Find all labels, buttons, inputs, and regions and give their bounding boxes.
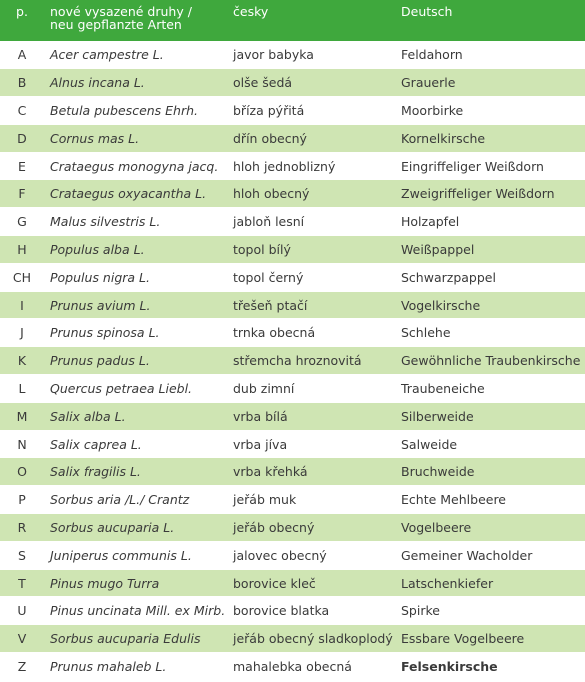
cell-czech: hloh obecný [233, 186, 310, 202]
cell-latin: Prunus mahaleb L. [50, 659, 167, 675]
cell-letter: J [20, 325, 24, 341]
cell-latin: Sorbus aucuparia L. [50, 519, 175, 535]
cell-german: Gewöhnliche Traubenkirsche [401, 353, 581, 369]
cell-czech: střemcha hroznovitá [233, 353, 362, 369]
cell-latin: Pinus mugo Turra [50, 575, 160, 591]
cell-german: Echte Mehlbeere [401, 492, 506, 508]
table-row [0, 291, 585, 319]
cell-letter: L [18, 380, 26, 396]
cell-latin: Salix caprea L. [50, 436, 142, 452]
cell-letter: N [17, 436, 27, 452]
cell-german: Zweigriffeliger Weißdorn [401, 186, 555, 202]
cell-letter: G [17, 214, 27, 230]
cell-german: Vogelbeere [401, 519, 472, 535]
cell-latin: Populus alba L. [50, 241, 145, 257]
table-row [0, 541, 585, 569]
cell-letter: E [18, 158, 26, 174]
cell-letter: A [17, 47, 27, 63]
table-row [0, 653, 585, 681]
table-row [0, 152, 585, 180]
table-row [0, 569, 585, 597]
cell-german: Eingriffeliger Weißdorn [401, 158, 544, 174]
cell-czech: javor babyka [233, 47, 314, 63]
cell-czech: borovice blatka [233, 603, 330, 619]
cell-latin: Salix alba L. [50, 408, 126, 424]
table-row [0, 402, 585, 430]
table-row [0, 319, 585, 347]
cell-latin: Prunus spinosa L. [50, 325, 160, 341]
table-row [0, 514, 585, 542]
header-letter: p. [16, 4, 28, 19]
cell-letter: M [16, 408, 28, 424]
table-row [0, 625, 585, 653]
table-row [0, 208, 585, 236]
cell-german: Kornelkirsche [401, 130, 486, 146]
cell-czech: olše šedá [233, 75, 293, 91]
cell-letter: P [18, 492, 26, 508]
cell-letter: C [17, 102, 27, 118]
table-row [0, 124, 585, 152]
table-row [0, 430, 585, 458]
table-row [0, 236, 585, 264]
cell-german: Moorbirke [401, 102, 464, 118]
cell-letter: K [17, 353, 27, 369]
cell-german: Felsenkirsche [401, 659, 498, 675]
cell-latin: Quercus petraea Liebl. [50, 380, 193, 396]
cell-german: Bruchweide [401, 464, 475, 480]
cell-czech: jeřáb obecný sladkoplodý [233, 631, 393, 647]
cell-german: Essbare Vogelbeere [401, 631, 525, 647]
cell-latin: Sorbus aucuparia Edulis [50, 631, 201, 647]
cell-latin: Populus nigra L. [50, 269, 150, 285]
cell-latin: Cornus mas L. [50, 130, 140, 146]
cell-latin: Prunus padus L. [50, 353, 150, 369]
cell-letter: T [18, 575, 26, 591]
cell-letter: D [17, 130, 27, 146]
cell-latin: Prunus avium L. [50, 297, 151, 313]
cell-latin: Crataegus monogyna jacq. [50, 158, 219, 174]
cell-czech: dub zimní [233, 380, 295, 396]
cell-latin: Acer campestre L. [50, 47, 164, 63]
cell-latin: Malus silvestris L. [50, 214, 161, 230]
cell-letter: O [17, 464, 27, 480]
cell-czech: bříza pýřitá [233, 102, 305, 118]
cell-german: Spirke [401, 603, 440, 619]
cell-latin: Alnus incana L. [50, 75, 145, 91]
table-row [0, 347, 585, 375]
cell-czech: mahalebka obecná [233, 659, 352, 675]
cell-german: Grauerle [401, 75, 456, 91]
table-row [0, 458, 585, 486]
cell-german: Schlehe [401, 325, 451, 341]
table-row [0, 486, 585, 514]
cell-german: Silberweide [401, 408, 474, 424]
header-latin-line2: neu gepflanzte Arten [50, 17, 182, 32]
cell-latin: Sorbus aria /L./ Crantz [50, 492, 190, 508]
cell-german: Gemeiner Wacholder [401, 547, 533, 563]
cell-latin: Juniperus communis L. [50, 547, 192, 563]
table-row [0, 180, 585, 208]
table-row [0, 69, 585, 97]
cell-latin: Betula pubescens Ehrh. [50, 102, 199, 118]
cell-latin: Salix fragilis L. [50, 464, 141, 480]
cell-czech: topol černý [233, 269, 304, 285]
cell-czech: trnka obecná [233, 325, 316, 341]
cell-letter: R [17, 519, 27, 535]
cell-german: Traubeneiche [401, 380, 485, 396]
header-czech: česky [233, 4, 269, 19]
header-german: Deutsch [401, 4, 453, 19]
cell-german: Feldahorn [401, 47, 463, 63]
cell-german: Weißpappel [401, 241, 475, 257]
cell-czech: vrba bílá [233, 408, 288, 424]
table-row [0, 375, 585, 403]
table-row [0, 263, 585, 291]
cell-german: Schwarzpappel [401, 269, 496, 285]
header-latin-line1: nové vysazené druhy / [50, 4, 192, 19]
cell-german: Holzapfel [401, 214, 460, 230]
header-latin [44, 0, 227, 41]
table-header-row [0, 0, 585, 41]
table-row [0, 41, 585, 69]
cell-letter: S [18, 547, 26, 563]
cell-czech: třešeň ptačí [233, 297, 308, 313]
cell-czech: jalovec obecný [233, 547, 327, 563]
cell-letter: B [17, 75, 27, 91]
cell-czech: jeřáb obecný [233, 519, 315, 535]
cell-latin: Pinus uncinata Mill. ex Mirb. [50, 603, 226, 619]
cell-czech: dřín obecný [233, 130, 307, 146]
cell-czech: jeřáb muk [233, 492, 297, 508]
cell-letter: U [17, 603, 27, 619]
table-row [0, 97, 585, 125]
cell-czech: hloh jednoblizný [233, 158, 336, 174]
cell-czech: vrba jíva [233, 436, 288, 452]
cell-german: Salweide [401, 436, 458, 452]
cell-german: Latschenkiefer [401, 575, 494, 591]
cell-letter: H [17, 241, 27, 257]
cell-letter: CH [12, 269, 32, 285]
cell-czech: topol bílý [233, 241, 291, 257]
cell-czech: borovice kleč [233, 575, 316, 591]
cell-czech: vrba křehká [233, 464, 308, 480]
cell-letter: I [20, 297, 24, 313]
cell-letter: Z [17, 659, 27, 675]
cell-german: Vogelkirsche [401, 297, 481, 313]
cell-czech: jabloň lesní [233, 214, 305, 230]
cell-latin: Crataegus oxyacantha L. [50, 186, 207, 202]
table-row [0, 597, 585, 625]
cell-letter: V [17, 631, 27, 647]
cell-letter: F [18, 186, 26, 202]
